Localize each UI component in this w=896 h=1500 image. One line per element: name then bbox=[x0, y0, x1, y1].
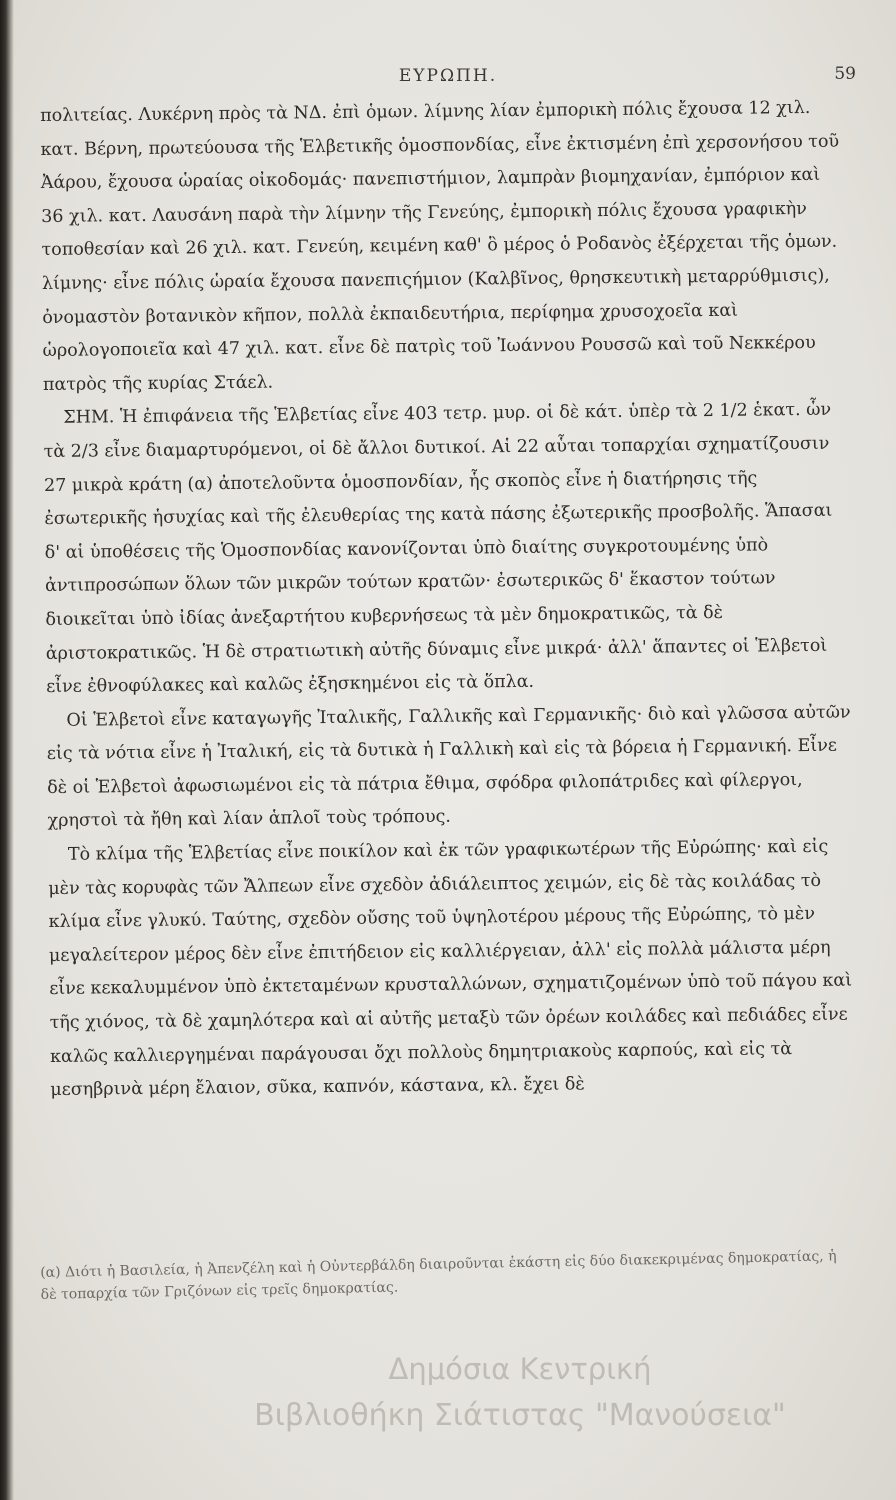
paragraph-note-sim: ΣΗΜ. Ἡ ἐπιφάνεια τῆς Ἑλβετίας εἶνε 403 τετρ. μυρ. οἱ δὲ κάτ. ὑπὲρ τὰ 2 1/2 ἑκατ. ὧν τὰ 2/3 εἶνε διαμαρτυρόμενοι, οἱ δὲ ἄλλοι δυτικοί. Αἱ 22 αὗται τοπαρχίαι σχηματίζουσιν 27 μικρὰ κράτη (α) ἀποτελοῦντα ὁμοσπονδίαν, ἧς σκοπὸς εἶνε ἡ διατήρησις τῆς ἐσωτερικῆς ἡσυχίας καὶ τῆς ἐλευθερίας της κατὰ πάσης ἐξωτερικῆς προσβολῆς. Ἅπασαι δ' αἱ ὑποθέσεις τῆς Ὁμοσπονδίας κανονίζονται ὑπὸ διαίτης συγκροτουμένης ὑπὸ ἀντιπροσώπων ὅλων τῶν μικρῶν τούτων κρατῶν· ἐσωτερικῶς δ' ἕκαστον τούτων διοικεῖται ὑπὸ ἰδίας ἀνεξαρτήτου κυβερνήσεως τὰ μὲν δημοκρατικῶς, τὰ δὲ ἀριστοκρατικῶς. Ἡ δὲ στρατιωτικὴ αὐτῆς δύναμις εἶνε μικρά· ἀλλ' ἅπαντες οἱ Ἑλβετοὶ εἶνε ἐθνοφύλακες καὶ καλῶς ἐξησκημένοι εἰς τὰ ὅπλα. bbox=[43, 400, 833, 698]
library-watermark-line-1: Δημόσια Κεντρική bbox=[388, 1352, 652, 1386]
main-text-block bbox=[40, 92, 857, 1108]
footnote-text: (α) Διότι ἡ Βασιλεία, ἡ Ἀπενζέλη καὶ ἡ Οὐντερβάλδη διαιροῦνται ἑκάστη εἰς δύο διακεκριμένας δημοκρατίας, ἡ δὲ τοπαρχία τῶν Γριζόνων εἰς τρεῖς δημοκρατίας. bbox=[40, 1248, 837, 1303]
paragraph-inhabitants: Οἱ Ἑλβετοὶ εἶνε καταγωγῆς Ἰταλικῆς, Γαλλικῆς καὶ Γερμανικῆς· διὸ καὶ γλῶσσα αὐτῶν εἰς τὰ νότια εἶνε ἡ Ἰταλική, εἰς τὰ δυτικὰ ἡ Γαλλικὴ καὶ εἰς τὰ βόρεια ἡ Γερμανική. Εἶνε δὲ οἱ Ἑλβετοὶ ἀφωσιωμένοι εἰς τὰ πάτρια ἔθιμα, σφόδρα φιλοπάτριδες καὶ φίλεργοι, χρηστοὶ τὰ ἤθη καὶ λίαν ἁπλοῖ τοὺς τρόπους. bbox=[46, 702, 851, 832]
page-number: 59 bbox=[834, 64, 856, 84]
footnote bbox=[40, 1245, 847, 1306]
binding-edge-shadow bbox=[0, 0, 14, 1500]
library-watermark-line-2: Βιβλιοθήκη Σιάτιστας "Μανούσεια" bbox=[254, 1398, 786, 1433]
paragraph-cities: πολιτείας. Λυκέρνη πρὸς τὰ ΝΔ. ἐπὶ ὁμων. λίμνης λίαν ἐμπορικὴ πόλις ἔχουσα 12 χιλ. κατ. Βέρνη, πρωτεύουσα τῆς Ἑλβετικῆς ὁμοσπονδίας, εἶνε ἐκτισμένη ἐπὶ χερσονήσου τοῦ Ἀάρου, ἔχουσα ὡραίας οἰκοδομάς· πανεπιστήμιον, λαμπρὰν βιομηχανίαν, ἐμπόριον καὶ 36 χιλ. κατ. Λαυσάνη παρὰ τὴν λίμνην τῆς Γενεύης, ἐμπορικὴ πόλις ἔχουσα γραφικὴν τοποθεσίαν καὶ 26 χιλ. κατ. Γενεύη, κειμένη καθ' ὃ μέρος ὁ Ροδανὸς ἐξέρχεται τῆς ὁμων. λίμνης· εἶνε πόλις ὡραία ἔχουσα πανεπιςήμιον (Καλβῖνος, θρησκευτικὴ μεταρρύθμισις), ὀνομαστὸν βοτανικὸν κῆπον, πολλὰ ἐκπαιδευτήρια, περίφημα χρυσοχοεῖα καὶ ὡρολογοποιεῖα καὶ 47 χιλ. κατ. εἶνε δὲ πατρὶς τοῦ Ἰωάννου Ρουσσῶ καὶ τοῦ Νεκκέρου πατρὸς τῆς κυρίας Στάελ. bbox=[40, 97, 840, 395]
running-header-title: ΕΥΡΩΠΗ. bbox=[398, 66, 498, 86]
paragraph-climate: Τὸ κλίμα τῆς Ἑλβετίας εἶνε ποικίλον καὶ ἐκ τῶν γραφικωτέρων τῆς Εὐρώπης· καὶ εἰς μὲν τὰς κορυφὰς τῶν Ἄλπεων εἶνε σχεδὸν ἀδιάλειπτος χειμών, εἰς δὲ τὰς κοιλάδας τὸ κλίμα εἶνε γλυκύ. Ταύτης, σχεδὸν οὔσης τοῦ ὑψηλοτέρου μέρους τῆς Εὐρώπης, τὸ μὲν μεγαλείτερον μέρος δὲν εἶνε ἐπιτήδειον εἰς καλλιέργειαν, ἀλλ' εἰς πολλὰ μάλιστα μέρη εἶνε κεκαλυμμένον ὑπὸ ἐκτεταμένων κρυσταλλώνων, σχηματιζομένων ὑπὸ τοῦ πάγου καὶ τῆς χιόνος, τὰ δὲ χαμηλότερα καὶ αἱ αὐτῆς μεταξὺ τῶν ὀρέων κοιλάδες καὶ πεδιάδες εἶνε καλῶς καλλιεργημέναι παράγουσαι ὄχι πολλοὺς δημητριακοὺς καρπούς, καὶ εἰς τὰ μεσηβρινὰ μέρη ἔλαιον, σῦκα, καπνόν, κάστανα, κλ. ἔχει δὲ bbox=[48, 836, 853, 1101]
